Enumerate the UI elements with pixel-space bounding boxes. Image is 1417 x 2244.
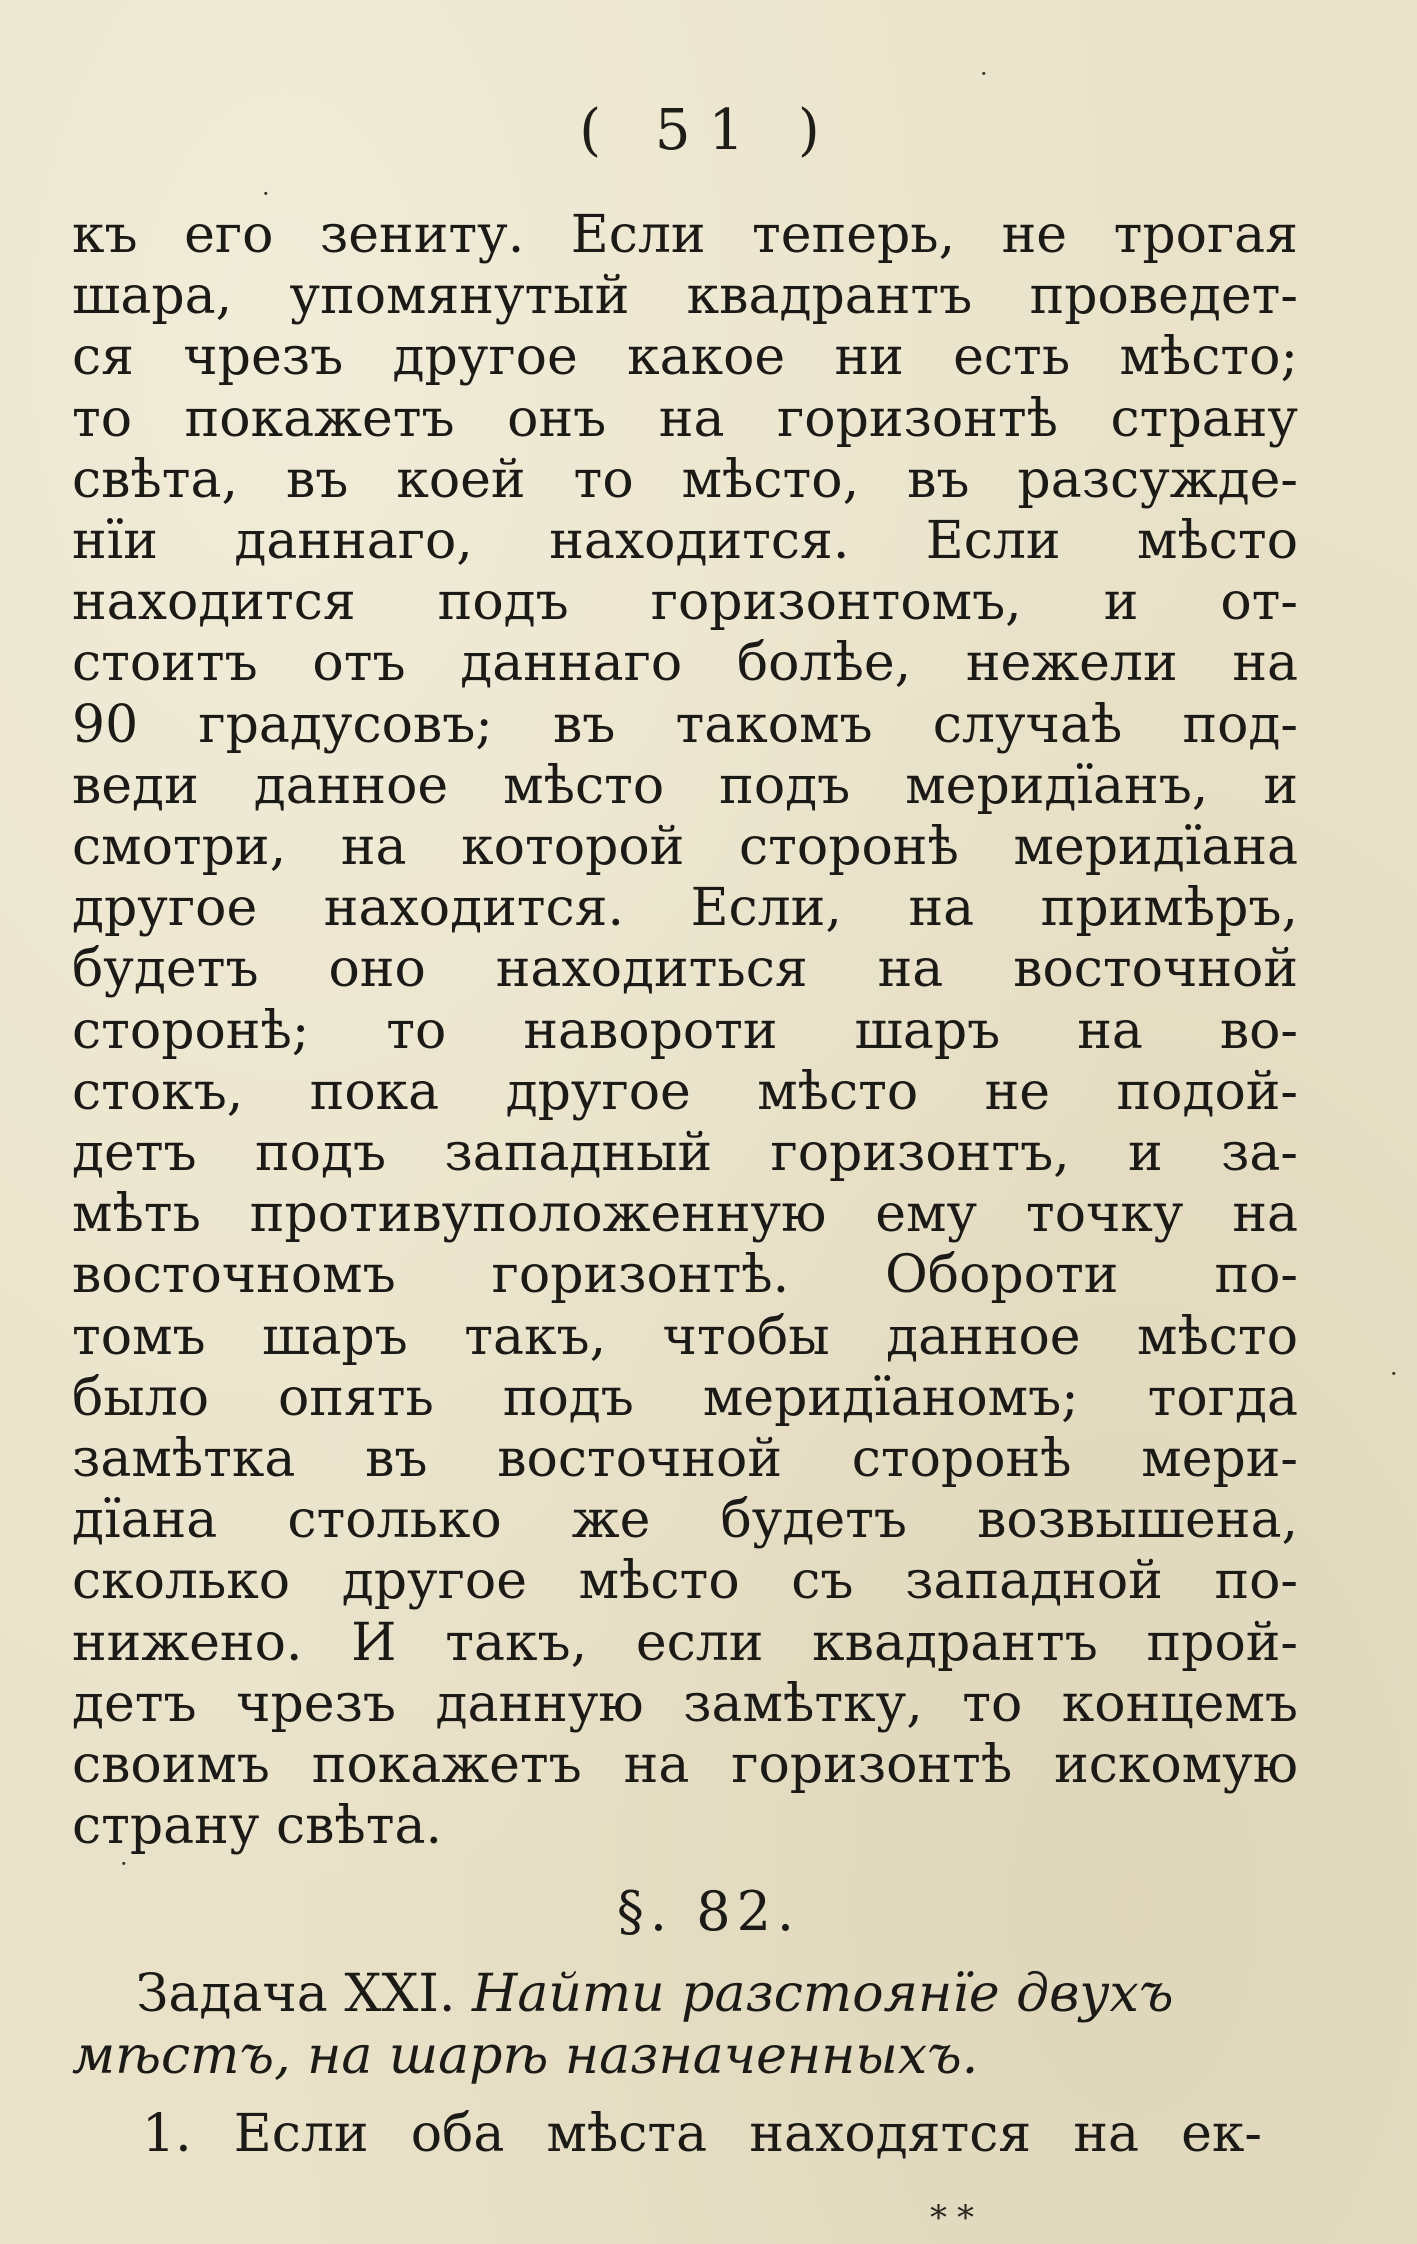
text-line: стоитъ отъ даннаго болѣе, нежели на: [72, 633, 1298, 694]
text-line: детъ подъ западный горизонтъ, и за-: [72, 1123, 1298, 1184]
text-line: мѣть противуположенную ему точку на: [72, 1184, 1298, 1245]
paper-speck: ·: [1390, 1360, 1398, 1388]
text-line: находится подъ горизонтомъ, и от-: [72, 572, 1298, 633]
text-line: стокъ, пока другое мѣсто не подой-: [72, 1061, 1298, 1122]
text-line: было опять подъ меридїаномъ; тогда: [72, 1367, 1298, 1428]
page-number: ( 51 ): [579, 98, 838, 163]
text-line: нижено. И такъ, если квадрантъ прой-: [72, 1612, 1298, 1673]
text-line: то покажетъ онъ на горизонтѣ страну: [72, 388, 1298, 449]
paper-speck: ·: [262, 180, 270, 208]
text-line: своимъ покажетъ на горизонтѣ искомую: [72, 1735, 1298, 1796]
text-line: замѣтка въ восточной сторонѣ мери-: [72, 1429, 1298, 1490]
body-paragraph: [72, 205, 1298, 1857]
task-title-part-2: мѣстъ, на шарѣ назначенныхъ.: [72, 2026, 979, 2086]
text-line: ся чрезъ другое какое ни есть мѣсто;: [72, 327, 1298, 388]
text-line: сколько другое мѣсто съ западной по-: [72, 1551, 1298, 1612]
text-line: 90 градусовъ; въ такомъ случаѣ под-: [72, 694, 1298, 755]
text-line: веди данное мѣсто подъ меридїанъ, и: [72, 755, 1298, 816]
text-line: смотри, на которой сторонѣ меридїана: [72, 817, 1298, 878]
text-line: другое находится. Если, на примѣръ,: [72, 878, 1298, 939]
text-line: детъ чрезъ данную замѣтку, то концемъ: [72, 1673, 1298, 1734]
text-line: свѣта, въ коей то мѣсто, въ разсужде-: [72, 449, 1298, 510]
paper-speck: ·: [120, 1850, 128, 1878]
task-heading-line-2: [72, 2025, 1262, 2087]
text-line: къ его зениту. Если теперь, не трогая: [72, 205, 1298, 265]
signature-mark: **: [930, 2198, 984, 2238]
text-line: будетъ оно находиться на восточной: [72, 939, 1298, 1000]
text-line: дїана столько же будетъ возвышена,: [72, 1490, 1298, 1551]
text-line: шара, упомянутый квадрантъ проведет-: [72, 266, 1298, 327]
task-heading: [72, 1963, 1262, 2087]
task-label: Задача XXI.: [136, 1964, 456, 2024]
paper-speck: ·: [980, 60, 988, 88]
text-line: сторонѣ; то навороти шаръ на во-: [72, 1000, 1298, 1061]
text-line: страну свѣта.: [72, 1796, 443, 1857]
text-line: томъ шаръ такъ, чтобы данное мѣсто: [72, 1306, 1298, 1367]
section-heading: §. 82.: [616, 1880, 801, 1943]
numbered-item-line: 1. Если оба мѣста находятся на ек-: [142, 2104, 1262, 2164]
task-title-part-1: Найти разстоянїе двухъ: [471, 1964, 1174, 2024]
task-heading-line-1: [72, 1963, 1262, 2025]
text-line: нїи даннаго, находится. Если мѣсто: [72, 511, 1298, 572]
text-line: восточномъ горизонтѣ. Обороти по-: [72, 1245, 1298, 1306]
